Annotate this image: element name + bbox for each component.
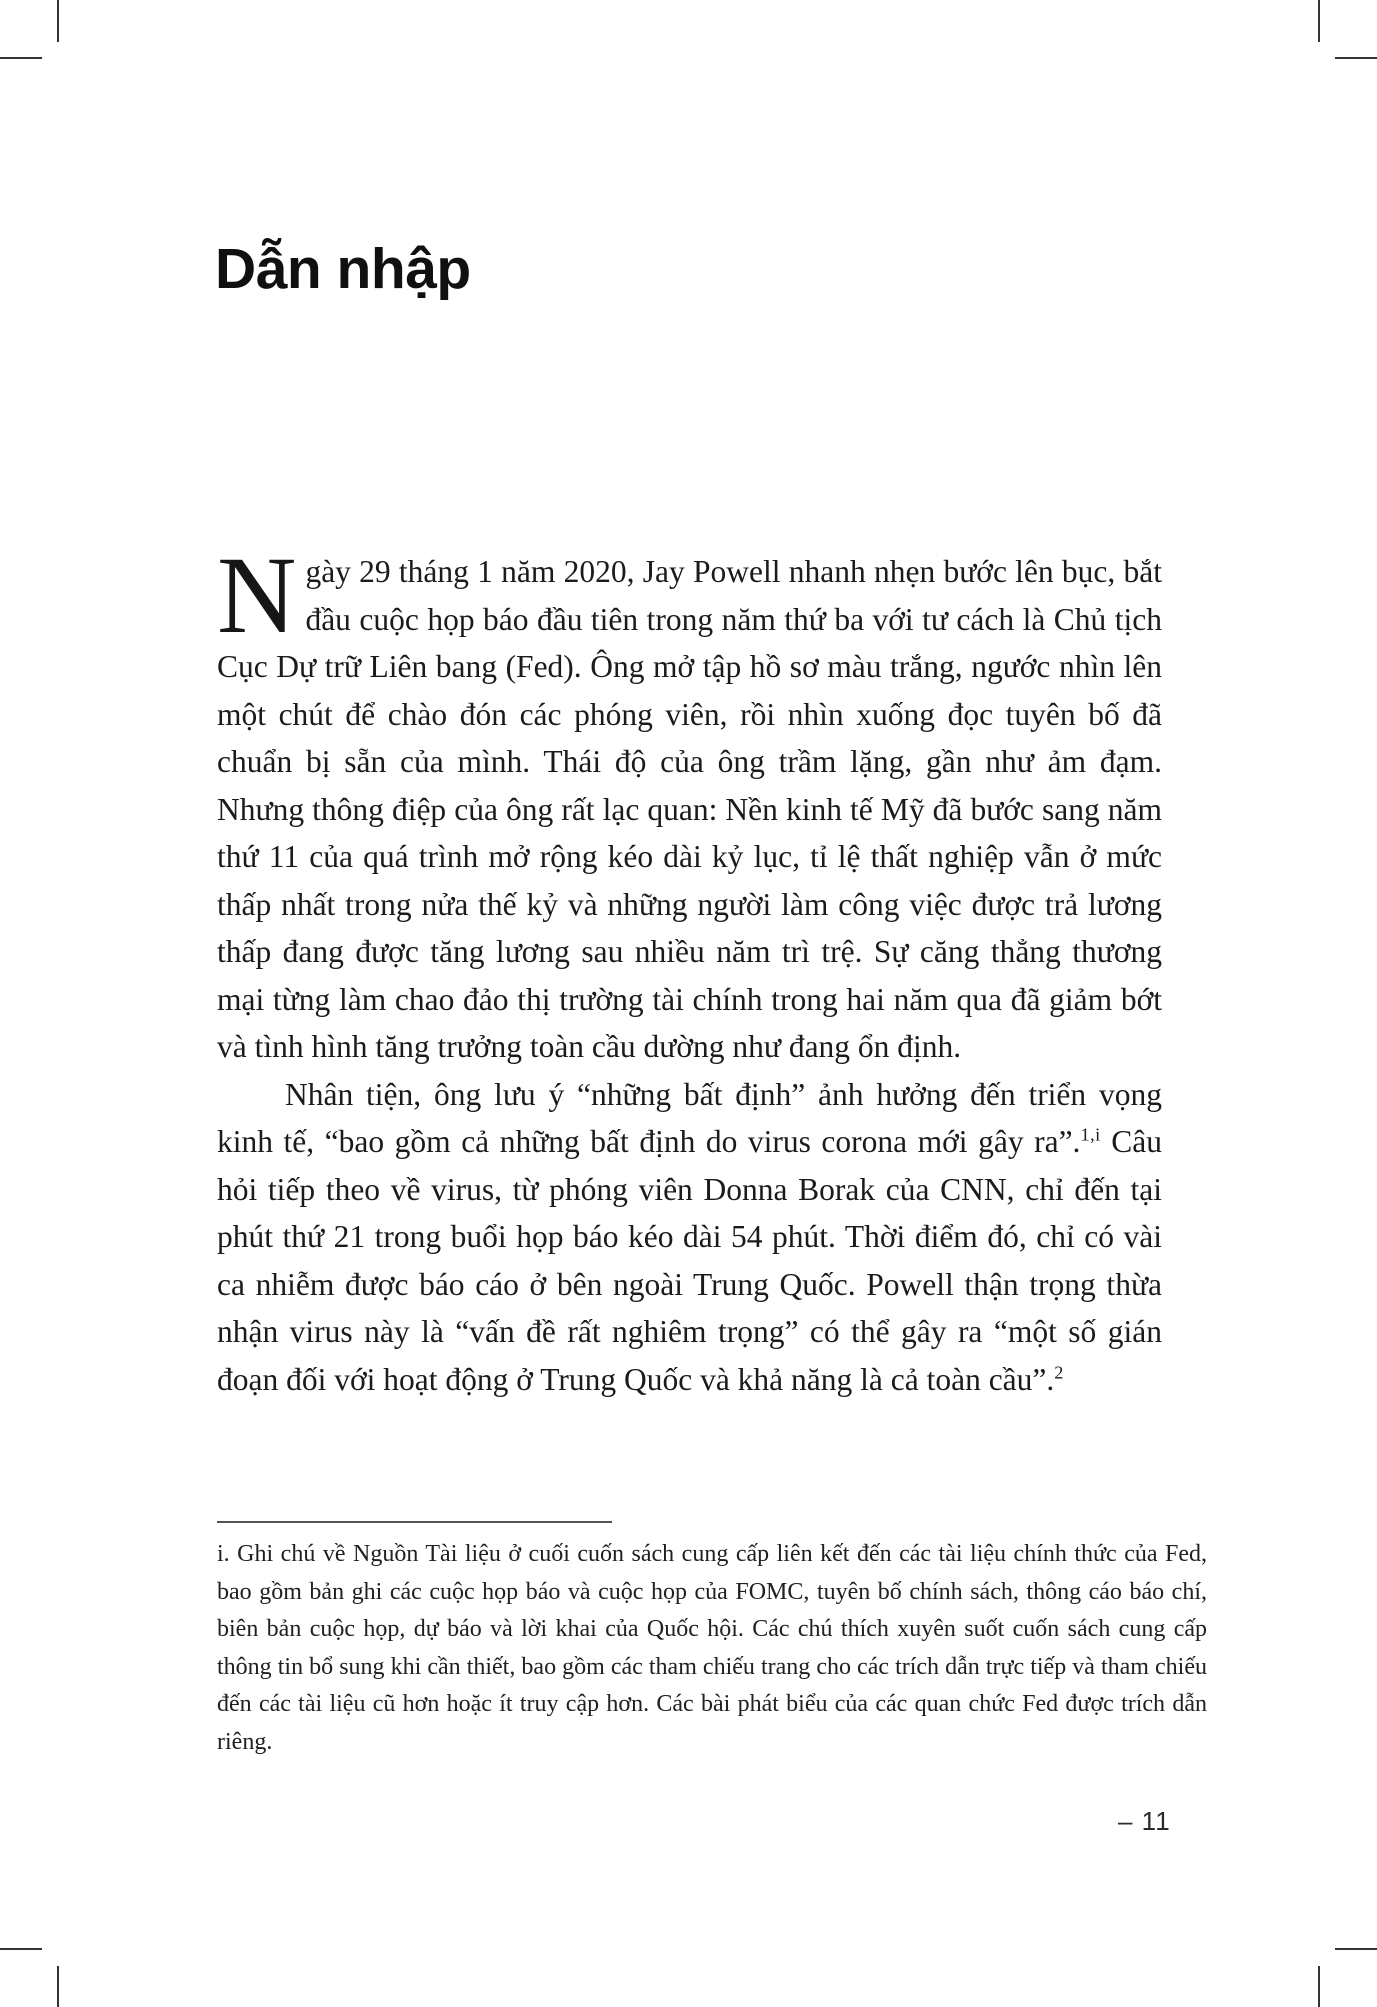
chapter-title: Dẫn nhập [215,237,471,301]
drop-cap-letter: N [217,534,297,656]
footnote-separator-rule [217,1521,612,1523]
page-number: – 11 [1118,1806,1171,1836]
paragraph-1 [217,534,1162,1071]
crop-mark-bottom-right-vertical [1318,1966,1320,2007]
crop-mark-bottom-left-horizontal [0,1948,42,1950]
paragraph-2-text-after-ref: Câu hỏi tiếp theo về virus, từ phóng viên Donna Borak của CNN, chỉ đến tại phút thứ 21 trong buổi họp báo kéo dài 54 phút. Thời điểm đó, chỉ có vài ca nhiễm được báo cáo ở bên ngoài Trung Quốc. Powell thận trọng thừa nhận virus này là “vấn đề rất nghiêm trọng” có thể gây ra “một số gián đoạn đối với hoạt động ở Trung Quốc và khả năng là cả toàn cầu”. [217,1124,1162,1397]
footnote-reference-1i: 1,i [1080,1124,1101,1145]
paragraph-2 [217,1071,1162,1404]
body-text-block [217,534,1162,1403]
crop-mark-top-right-vertical [1318,0,1320,42]
crop-mark-top-left-vertical [57,0,59,42]
footnote-text: i. Ghi chú về Nguồn Tài liệu ở cuối cuốn sách cung cấp liên kết đến các tài liệu chính thức của Fed, bao gồm bản ghi các cuộc họp báo và cuộc họp của FOMC, tuyên bố chính sách, thông cáo báo chí, biên bản cuộc họp, dự báo và lời khai của Quốc hội. Các chú thích xuyên suốt cuốn sách cung cấp thông tin bổ sung khi cần thiết, bao gồm các tham chiếu trang cho các trích dẫn trực tiếp và tham chiếu đến các tài liệu cũ hơn hoặc ít truy cập hơn. Các bài phát biểu của các quan chức Fed được trích dẫn riêng. [217,1541,1207,1755]
crop-mark-bottom-right-horizontal [1335,1948,1377,1950]
crop-mark-bottom-left-vertical [57,1966,59,2007]
crop-mark-top-right-horizontal [1335,57,1377,59]
paragraph-1-text: gày 29 tháng 1 năm 2020, Jay Powell nhanh nhẹn bước lên bục, bắt đầu cuộc họp báo đầu tiên trong năm thứ ba với tư cách là Chủ tịch Cục Dự trữ Liên bang (Fed). Ông mở tập hồ sơ màu trắng, ngước nhìn lên một chút để chào đón các phóng viên, rồi nhìn xuống đọc tuyên bố đã chuẩn bị sẵn của mình. Thái độ của ông trầm lặng, gần như ảm đạm. Nhưng thông điệp của ông rất lạc quan: Nền kinh tế Mỹ đã bước sang năm thứ 11 của quá trình mở rộng kéo dài kỷ lục, tỉ lệ thất nghiệp vẫn ở mức thấp nhất trong nửa thế kỷ và những người làm công việc được trả lương thấp đang được tăng lương sau nhiều năm trì trệ. Sự căng thẳng thương mại từng làm chao đảo thị trường tài chính trong hai năm qua đã giảm bớt và tình hình tăng trưởng toàn cầu dường như đang ổn định. [217,554,1162,1064]
paragraph-2-text-before-ref: Nhân tiện, ông lưu ý “những bất định” ảnh hưởng đến triển vọng kinh tế, “bao gồm cả những bất định do virus corona mới gây ra”. [217,1076,1162,1159]
endnote-reference-2: 2 [1054,1362,1064,1382]
crop-mark-top-left-horizontal [0,57,42,59]
